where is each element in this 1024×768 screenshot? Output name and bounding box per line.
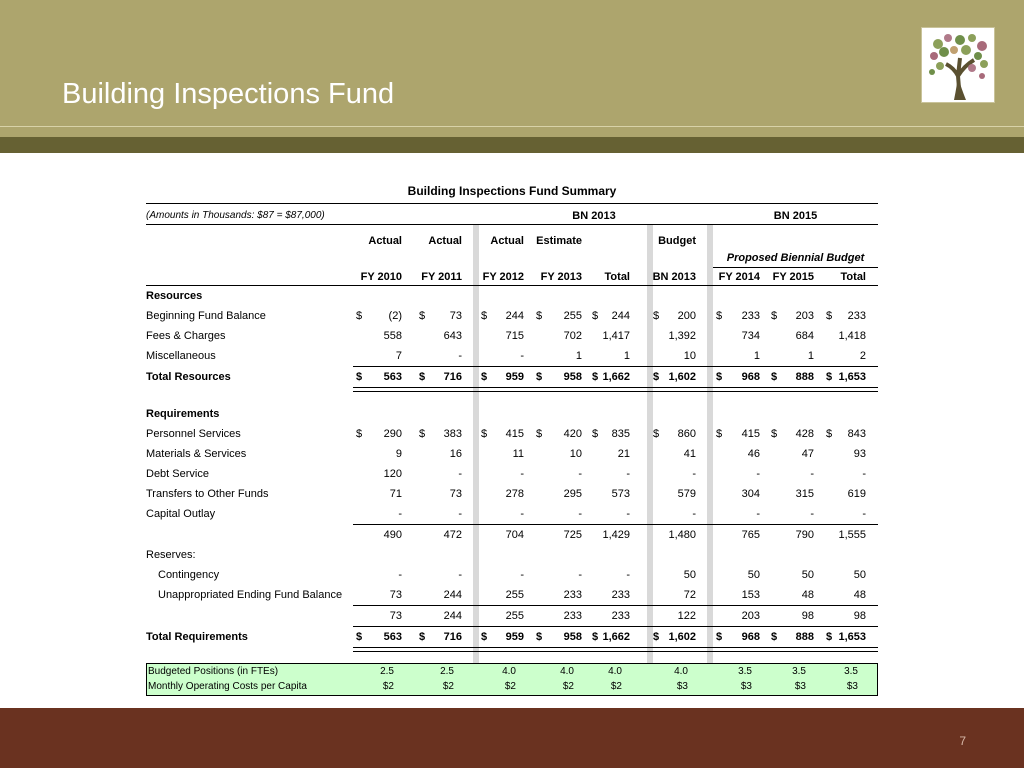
currency-symbol: $ — [356, 371, 363, 383]
table-cell: 558 — [383, 330, 402, 342]
table-cell: 50 — [801, 569, 814, 581]
table-cell: - — [626, 468, 630, 480]
row-label: Miscellaneous — [146, 350, 216, 362]
currency-symbol: $ — [419, 310, 426, 322]
table-cell: 959 — [505, 631, 524, 643]
table-cell: 21 — [617, 448, 630, 460]
note-row — [146, 206, 878, 226]
table-cell: - — [810, 468, 814, 480]
table-cell: 200 — [677, 310, 696, 322]
table-cell: 244 — [611, 310, 630, 322]
table-cell: 72 — [683, 589, 696, 601]
currency-symbol: $ — [653, 631, 660, 643]
row-label: Total Resources — [146, 371, 231, 383]
row-label: Debt Service — [146, 468, 209, 480]
bn2015-header: BN 2015 — [773, 210, 818, 222]
table-row — [146, 565, 878, 585]
table-cell: 702 — [563, 330, 582, 342]
row-label: Budgeted Positions (in FTEs) — [148, 666, 279, 677]
currency-symbol: $ — [481, 631, 488, 643]
column-header-label: FY 2013 — [540, 271, 582, 283]
table-cell: 1,662 — [602, 631, 630, 643]
table-cell: 304 — [741, 488, 760, 500]
currency-symbol: $ — [653, 371, 660, 383]
table-cell: 968 — [741, 371, 760, 383]
column-header-label: Actual — [490, 235, 524, 247]
table-cell: 2.5 — [440, 666, 454, 677]
column-header-label — [758, 232, 814, 250]
currency-symbol: $ — [356, 428, 363, 440]
slide-title: Building Inspections Fund — [62, 78, 395, 110]
bn2013-header: BN 2013 — [572, 210, 616, 222]
table-cell: - — [520, 350, 524, 362]
table-cell: 1,555 — [838, 529, 866, 541]
row-label: Unappropriated Ending Fund Balance — [158, 589, 343, 601]
table-row — [146, 286, 878, 306]
table-cell: 9 — [395, 448, 402, 460]
page-number: 7 — [959, 734, 966, 748]
table-cell: 1,653 — [838, 631, 866, 643]
table-cell: - — [520, 468, 524, 480]
currency-symbol: $ — [419, 428, 426, 440]
table-row — [146, 424, 878, 444]
table-cell: $2 — [504, 681, 516, 692]
table-cell: 203 — [741, 610, 760, 622]
table-cell: - — [458, 468, 462, 480]
row-heading: Requirements — [146, 408, 220, 420]
table-cell: - — [398, 508, 402, 520]
table-cell: 233 — [611, 589, 630, 601]
table-cell: 1,662 — [602, 371, 630, 383]
table-cell: 71 — [389, 488, 402, 500]
row-label: Monthly Operating Costs per Capita — [148, 681, 307, 692]
table-cell: $2 — [442, 681, 454, 692]
table-cell: $3 — [740, 681, 752, 692]
table-cell: 843 — [847, 428, 866, 440]
currency-symbol: $ — [481, 371, 488, 383]
table-cell: - — [578, 508, 582, 520]
table-cell: 290 — [383, 428, 402, 440]
column-header-label: FY 2012 — [482, 271, 524, 283]
table-row — [146, 545, 878, 565]
currency-symbol: $ — [653, 310, 660, 322]
currency-symbol: $ — [826, 631, 833, 643]
table-row — [146, 306, 878, 326]
table-cell: (2) — [388, 310, 402, 322]
table-cell: 716 — [443, 631, 462, 643]
column-header-label: Total — [604, 271, 630, 283]
table-cell: 50 — [853, 569, 866, 581]
table-cell: $3 — [794, 681, 806, 692]
table-cell: 472 — [443, 529, 462, 541]
row-label: Beginning Fund Balance — [146, 310, 266, 322]
column-header-label: Total — [840, 271, 866, 283]
currency-symbol: $ — [481, 310, 488, 322]
table-cell: 684 — [795, 330, 814, 342]
table-cell: 203 — [795, 310, 814, 322]
table-cell: 16 — [449, 448, 462, 460]
table-row — [146, 404, 878, 424]
table-cell: 233 — [563, 610, 582, 622]
table-cell: 619 — [847, 488, 866, 500]
table-cell: 1,392 — [668, 330, 696, 342]
column-header-label: BN 2013 — [652, 271, 696, 283]
table-cell: 1,602 — [668, 631, 696, 643]
table-cell: 98 — [801, 610, 814, 622]
table-cell: 579 — [677, 488, 696, 500]
table-cell: 46 — [747, 448, 760, 460]
currency-symbol: $ — [592, 631, 599, 643]
table-cell: 3.5 — [844, 666, 858, 677]
table-cell: 959 — [505, 371, 524, 383]
table-cell: 4.0 — [674, 666, 688, 677]
total-double-rule — [353, 387, 878, 392]
table-title: Building Inspections Fund Summary — [407, 184, 617, 198]
row-label: Contingency — [158, 569, 220, 581]
column-header-label: FY 2010 — [360, 271, 402, 283]
column-header-label: FY 2015 — [772, 271, 814, 283]
table-cell: 1,418 — [838, 330, 866, 342]
table-cell: 255 — [563, 310, 582, 322]
table-row — [146, 525, 878, 545]
table-cell: 2 — [859, 350, 866, 362]
column-header-label — [574, 232, 630, 250]
table-cell: 704 — [505, 529, 524, 541]
table-cell: 958 — [563, 371, 582, 383]
table-cell: 73 — [449, 310, 462, 322]
table-cell: 1 — [807, 350, 814, 362]
table-cell: - — [756, 468, 760, 480]
table-cell: 73 — [449, 488, 462, 500]
table-cell: 1 — [753, 350, 760, 362]
table-cell: 10 — [569, 448, 582, 460]
table-cell: 244 — [505, 310, 524, 322]
currency-symbol: $ — [592, 371, 599, 383]
table-row — [146, 606, 878, 626]
table-cell: $3 — [676, 681, 688, 692]
table-row — [146, 585, 878, 605]
table-cell: 4.0 — [608, 666, 622, 677]
table-row — [146, 484, 878, 504]
row-label: Capital Outlay — [146, 508, 216, 520]
table-cell: 278 — [505, 488, 524, 500]
amounts-note: (Amounts in Thousands: $87 = $87,000) — [146, 210, 325, 221]
currency-symbol: $ — [653, 428, 660, 440]
table-cell: 888 — [795, 631, 814, 643]
table-cell: - — [398, 569, 402, 581]
table-cell: 244 — [443, 589, 462, 601]
row-heading: Reserves: — [146, 549, 196, 561]
row-label: Personnel Services — [146, 428, 241, 440]
table-cell: 315 — [795, 488, 814, 500]
currency-symbol: $ — [771, 310, 778, 322]
table-cell: - — [626, 569, 630, 581]
row-label: Total Requirements — [146, 631, 248, 643]
table-cell: - — [756, 508, 760, 520]
table-cell: 93 — [853, 448, 866, 460]
table-cell: - — [578, 569, 582, 581]
table-cell: 715 — [505, 330, 524, 342]
header-stripe — [0, 137, 1024, 153]
currency-symbol: $ — [826, 371, 833, 383]
table-cell: - — [810, 508, 814, 520]
column-header-label: FY 2011 — [421, 271, 462, 283]
currency-symbol: $ — [536, 428, 543, 440]
table-cell: 765 — [741, 529, 760, 541]
table-cell: 573 — [611, 488, 630, 500]
table-row — [146, 444, 878, 464]
column-header-label: Actual — [428, 235, 462, 247]
table-top-rule — [146, 203, 878, 204]
table-cell: 3.5 — [738, 666, 752, 677]
table-cell: 47 — [801, 448, 814, 460]
table-cell: 7 — [395, 350, 402, 362]
table-cell: 122 — [677, 610, 696, 622]
table-cell: 255 — [505, 610, 524, 622]
table-cell: 73 — [389, 610, 402, 622]
table-cell: 244 — [443, 610, 462, 622]
table-cell: - — [692, 508, 696, 520]
table-cell: 563 — [383, 371, 402, 383]
table-cell: 968 — [741, 631, 760, 643]
table-cell: 428 — [795, 428, 814, 440]
tree-logo-icon — [922, 28, 994, 102]
total-top-rule — [353, 626, 878, 627]
table-cell: 888 — [795, 371, 814, 383]
table-cell: 48 — [801, 589, 814, 601]
highlight-row — [146, 664, 878, 679]
table-cell: - — [520, 508, 524, 520]
table-cell: 10 — [683, 350, 696, 362]
table-cell: - — [578, 468, 582, 480]
table-cell: 4.0 — [560, 666, 574, 677]
currency-symbol: $ — [716, 310, 723, 322]
table-cell: 233 — [611, 610, 630, 622]
currency-symbol: $ — [592, 428, 599, 440]
currency-symbol: $ — [826, 428, 833, 440]
table-cell: 563 — [383, 631, 402, 643]
table-cell: - — [626, 508, 630, 520]
table-cell: 41 — [683, 448, 696, 460]
table-cell: 1,480 — [668, 529, 696, 541]
table-cell: - — [862, 508, 866, 520]
currency-symbol: $ — [771, 371, 778, 383]
total-top-rule — [353, 366, 878, 367]
table-cell: 420 — [563, 428, 582, 440]
table-cell: 1,653 — [838, 371, 866, 383]
table-cell: $2 — [562, 681, 574, 692]
table-cell: 958 — [563, 631, 582, 643]
highlight-row — [146, 679, 878, 694]
table-cell: 490 — [383, 529, 402, 541]
row-heading: Resources — [146, 290, 203, 302]
table-row — [146, 346, 878, 366]
table-cell: - — [520, 569, 524, 581]
table-cell: 233 — [563, 589, 582, 601]
table-row — [146, 464, 878, 484]
table-cell: 98 — [853, 610, 866, 622]
table-cell: 48 — [853, 589, 866, 601]
table-cell: 3.5 — [792, 666, 806, 677]
column-header-label: FY 2014 — [718, 271, 760, 283]
table-cell: 120 — [383, 468, 402, 480]
currency-symbol: $ — [826, 310, 833, 322]
table-cell: 73 — [389, 589, 402, 601]
table-cell: 2.5 — [380, 666, 394, 677]
table-cell: 415 — [741, 428, 760, 440]
column-header-label: Budget — [658, 235, 696, 247]
table-cell: 255 — [505, 589, 524, 601]
table-cell: 233 — [847, 310, 866, 322]
table-cell: $2 — [382, 681, 394, 692]
table-cell: 790 — [795, 529, 814, 541]
table-cell: - — [692, 468, 696, 480]
currency-symbol: $ — [536, 371, 543, 383]
proposed-header: Proposed Biennial Budget — [726, 252, 865, 264]
slide-footer — [0, 708, 1024, 768]
row-label: Materials & Services — [146, 448, 247, 460]
table-cell: - — [458, 350, 462, 362]
currency-symbol: $ — [356, 631, 363, 643]
currency-symbol: $ — [771, 428, 778, 440]
total-double-rule — [353, 647, 878, 652]
table-cell: 1,417 — [602, 330, 630, 342]
table-cell: 50 — [683, 569, 696, 581]
slide-header — [0, 0, 1024, 137]
table-cell: - — [862, 468, 866, 480]
table-cell: 860 — [677, 428, 696, 440]
table-cell: 295 — [563, 488, 582, 500]
table-cell: $3 — [846, 681, 858, 692]
table-cell: 725 — [563, 529, 582, 541]
table-cell: 716 — [443, 371, 462, 383]
table-cell: 1 — [623, 350, 630, 362]
table-cell: 153 — [741, 589, 760, 601]
currency-symbol: $ — [536, 310, 543, 322]
currency-symbol: $ — [536, 631, 543, 643]
table-cell: 1,602 — [668, 371, 696, 383]
currency-symbol: $ — [419, 631, 426, 643]
table-cell: - — [458, 569, 462, 581]
table-cell: 835 — [611, 428, 630, 440]
currency-symbol: $ — [592, 310, 599, 322]
table-cell: $2 — [610, 681, 622, 692]
column-header-label: Estimate — [536, 235, 582, 247]
currency-symbol: $ — [716, 371, 723, 383]
currency-symbol: $ — [771, 631, 778, 643]
table-row — [146, 367, 878, 387]
table-row — [146, 326, 878, 346]
table-row — [146, 504, 878, 524]
column-header-label: Actual — [368, 235, 402, 247]
table-cell: 1 — [575, 350, 582, 362]
table-cell: 415 — [505, 428, 524, 440]
table-cell: 4.0 — [502, 666, 516, 677]
table-cell: 383 — [443, 428, 462, 440]
row-label: Fees & Charges — [146, 330, 226, 342]
row-label: Transfers to Other Funds — [146, 488, 269, 500]
table-cell: 643 — [443, 330, 462, 342]
table-cell: 50 — [747, 569, 760, 581]
table-cell: 11 — [512, 448, 524, 460]
column-header-label — [810, 232, 866, 250]
currency-symbol: $ — [481, 428, 488, 440]
table-cell: - — [458, 508, 462, 520]
table-grid — [146, 202, 878, 692]
currency-symbol: $ — [716, 631, 723, 643]
currency-symbol: $ — [716, 428, 723, 440]
table-cell: 1,429 — [602, 529, 630, 541]
column-header-label — [704, 232, 760, 250]
column-header-top — [146, 232, 878, 252]
table-cell: 233 — [741, 310, 760, 322]
table-cell: 734 — [741, 330, 760, 342]
fund-summary-table — [146, 180, 878, 692]
currency-symbol: $ — [419, 371, 426, 383]
currency-symbol: $ — [356, 310, 363, 322]
table-row — [146, 627, 878, 647]
